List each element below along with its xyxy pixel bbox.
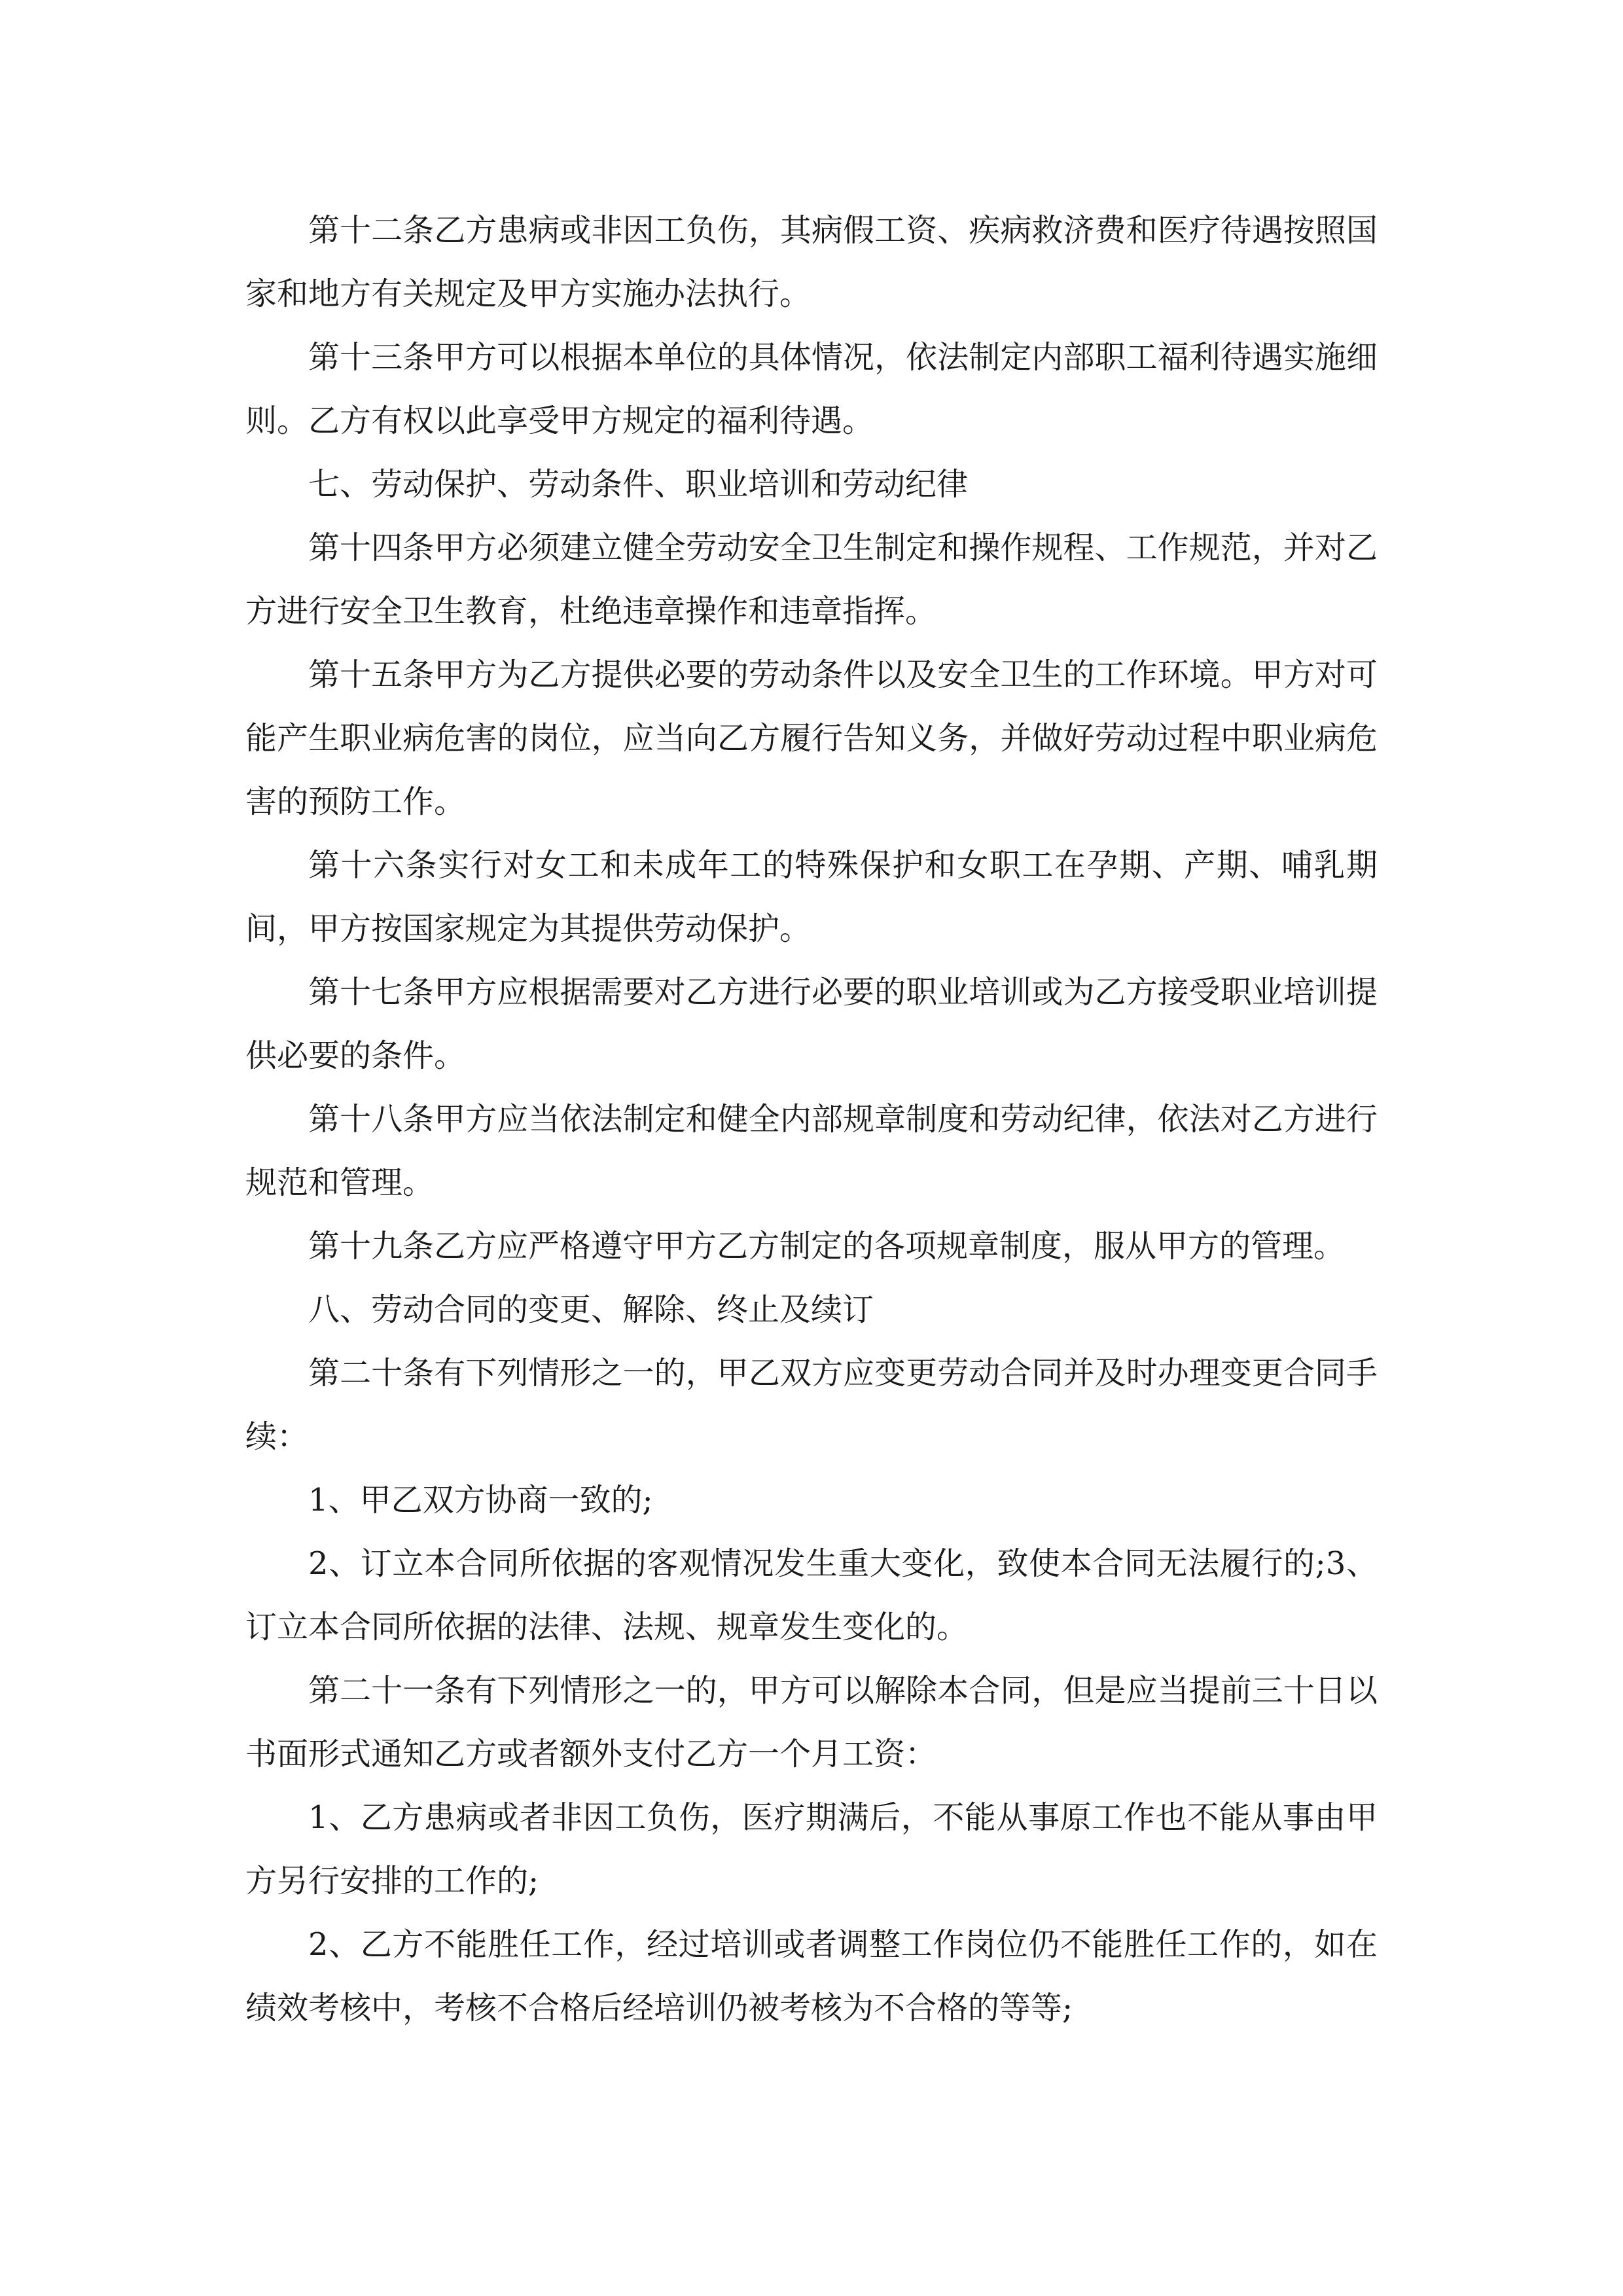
list-item-20-1: 1、甲乙双方协商一致的; bbox=[308, 1482, 653, 1518]
paragraph-article-15: 第十五条甲方为乙方提供必要的劳动条件以及安全卫生的工作环境。甲方对可能产生职业病危害的岗位，应当向乙方履行告知义务，并做好劳动过程中职业病危害的预防工作。 bbox=[245, 656, 1378, 820]
list-item-21-1: 1、乙方患病或者非因工负伤，医疗期满后，不能从事原工作也不能从事由甲方另行安排的工作的; bbox=[245, 1799, 1378, 1899]
paragraph-article-18: 第十八条甲方应当依法制定和健全内部规章制度和劳动纪律，依法对乙方进行规范和管理。 bbox=[245, 1101, 1378, 1201]
paragraph-article-21: 第二十一条有下列情形之一的，甲方可以解除本合同，但是应当提前三十日以书面形式通知乙方或者额外支付乙方一个月工资： bbox=[245, 1672, 1378, 1772]
paragraph-article-14: 第十四条甲方必须建立健全劳动安全卫生制定和操作规程、工作规范，并对乙方进行安全卫生教育，杜绝违章操作和违章指挥。 bbox=[245, 529, 1378, 630]
paragraph-article-20: 第二十条有下列情形之一的，甲乙双方应变更劳动合同并及时办理变更合同手续： bbox=[245, 1355, 1378, 1455]
paragraph-article-13: 第十三条甲方可以根据本单位的具体情况，依法制定内部职工福利待遇实施细则。乙方有权以此享受甲方规定的福利待遇。 bbox=[245, 339, 1378, 439]
paragraph-article-16: 第十六条实行对女工和未成年工的特殊保护和女职工在孕期、产期、哺乳期间，甲方按国家规定为其提供劳动保护。 bbox=[245, 847, 1378, 947]
document-body bbox=[245, 199, 1378, 2040]
list-item-20-2-3: 2、订立本合同所依据的客观情况发生重大变化，致使本合同无法履行的;3、订立本合同所依据的法律、法规、规章发生变化的。 bbox=[245, 1545, 1378, 1645]
paragraph-article-12: 第十二条乙方患病或非因工负伤，其病假工资、疾病救济费和医疗待遇按照国家和地方有关规定及甲方实施办法执行。 bbox=[245, 212, 1378, 312]
section-heading-7: 七、劳动保护、劳动条件、职业培训和劳动纪律 bbox=[308, 466, 969, 503]
paragraph-article-17: 第十七条甲方应根据需要对乙方进行必要的职业培训或为乙方接受职业培训提供必要的条件。 bbox=[245, 974, 1378, 1074]
list-item-21-2: 2、乙方不能胜任工作，经过培训或者调整工作岗位仍不能胜任工作的，如在绩效考核中，考核不合格后经培训仍被考核为不合格的等等; bbox=[245, 1926, 1378, 2026]
section-heading-8: 八、劳动合同的变更、解除、终止及续订 bbox=[308, 1291, 874, 1328]
paragraph-article-19: 第十九条乙方应严格遵守甲方乙方制定的各项规章制度，服从甲方的管理。 bbox=[308, 1228, 1346, 1265]
